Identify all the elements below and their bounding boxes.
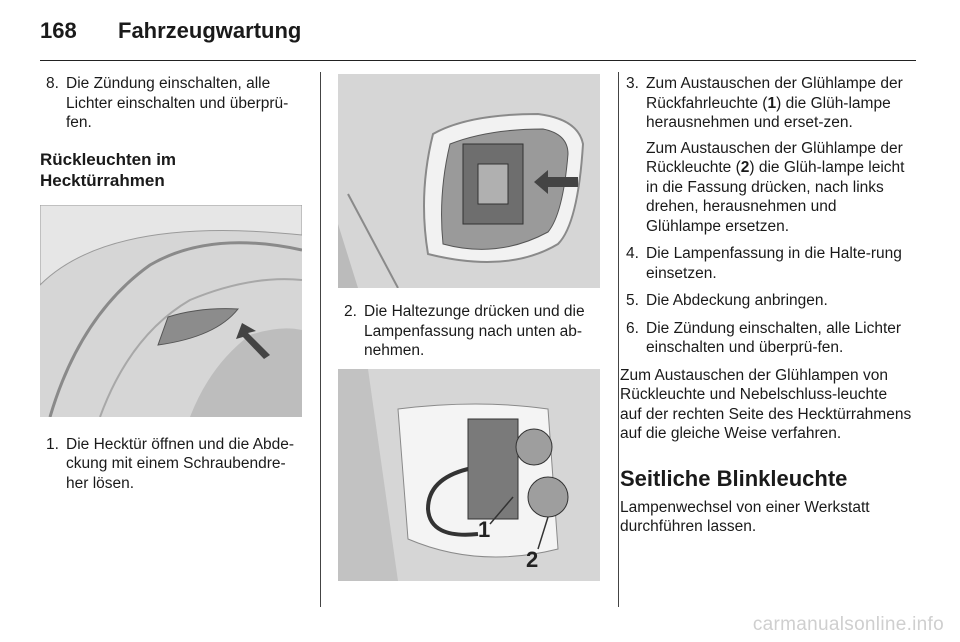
step-text: Die Zündung einschalten, alle Lichter einschalten und überprü-fen. — [646, 319, 902, 356]
step-text-a: Zum Austauschen der Glühlampe der Rückfahrleuchte ( — [646, 75, 903, 112]
step-text: Die Abdeckung anbringen. — [646, 292, 828, 309]
callout-ref-1: 1 — [767, 94, 777, 112]
figure-tailgate-cover — [40, 205, 302, 417]
step-number: 2. — [344, 303, 357, 320]
lamp-housing-illustration — [338, 74, 600, 288]
step-3-sub — [646, 139, 912, 237]
step-5 — [620, 291, 912, 311]
step-2 — [338, 302, 602, 361]
section-heading: Rückleuchten im Hecktürrahmen — [40, 149, 177, 190]
step-text-b: ) die Glüh-lampe herausnehmen und erset-zen. — [646, 94, 891, 131]
step-number: 6. — [626, 319, 639, 337]
column-right — [620, 74, 912, 537]
step-1 — [40, 435, 305, 494]
step-text: Die Zündung einschalten, alle Lichter einschalten und überprü-fen. — [66, 75, 289, 131]
callout-label-2: 2 — [526, 546, 539, 572]
section-text: Lampenwechsel von einer Werkstatt durchführen lassen. — [620, 498, 870, 535]
tailgate-illustration — [40, 205, 302, 417]
step-number: 5. — [626, 292, 639, 309]
step-6 — [620, 319, 912, 358]
figure-bulb-socket — [338, 369, 600, 581]
step-number: 8. — [46, 75, 59, 92]
step-number: 4. — [626, 245, 639, 262]
watermark: carmanualsonline.info — [752, 614, 944, 635]
step-4 — [620, 244, 912, 283]
column-divider-2 — [618, 72, 619, 607]
step-text: Die Hecktür öffnen und die Abde-ckung mit einem Schraubendre-her lösen. — [66, 435, 295, 492]
paragraph: Zum Austauschen der Glühlampen von Rückleuchte und Nebelschluss-leuchte auf der rechten Seite des Hecktürrahmens auf die gleiche Weise verfahren. — [620, 366, 912, 442]
page-title: Fahrzeugwartung — [118, 18, 302, 43]
column-divider-1 — [320, 72, 321, 607]
section-title: Seitliche Blinkleuchte — [620, 465, 848, 491]
callout-ref-2: 2 — [740, 159, 750, 176]
step-number: 3. — [626, 75, 639, 92]
sub-text-b: ) die Glüh-lampe leicht in die Fassung drücken, nach links drehen, herausnehmen und Glühlampe ersetzen. — [646, 159, 905, 235]
step-number: 1. — [46, 435, 59, 453]
column-middle — [338, 74, 602, 581]
step-text: Die Lampenfassung in die Halte-rung einsetzen. — [646, 245, 902, 282]
figure-lamp-housing — [338, 74, 600, 288]
step-8 — [40, 74, 305, 133]
sub-text-a: Zum Austauschen der Glühlampe der Rückleuchte ( — [646, 139, 903, 176]
header-divider — [40, 60, 916, 61]
callout-label-1: 1 — [478, 516, 491, 542]
step-3 — [620, 74, 912, 236]
step-text: Die Haltezunge drücken und die Lampenfassung nach unten ab-nehmen. — [364, 303, 585, 359]
page-number: 168 — [40, 18, 77, 43]
bulb-socket-illustration — [338, 369, 600, 581]
column-left — [40, 74, 305, 501]
